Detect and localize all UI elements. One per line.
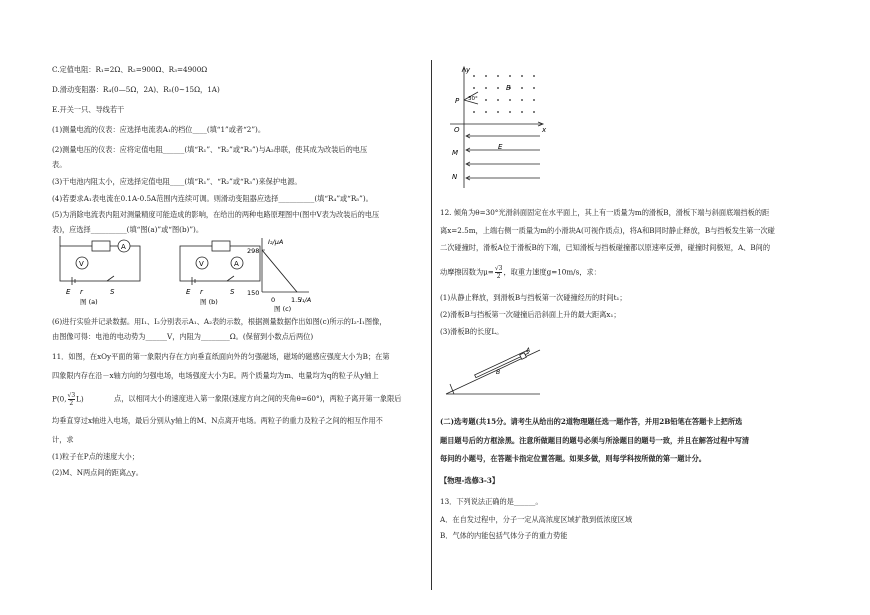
text-line: (4)若要求A₁表电流在0.1A-0.5A范围内连续可调。则滑动变阻器应选择__________(填“R₄”或“R₅”)。 xyxy=(52,194,373,203)
text-line: (2)M、N两点间的距离△y。 xyxy=(52,468,143,477)
field-figure xyxy=(440,60,560,195)
label-b: B xyxy=(496,369,501,376)
text-line: 计，求 xyxy=(52,435,74,444)
mu-expression xyxy=(440,265,601,280)
graph-y-top: 298 xyxy=(247,247,260,255)
label-p: P xyxy=(455,97,460,105)
text-line: 点，以相同大小的速度进入第一象限(速度方向之间的夹角θ=60°)，两粒子离开第一象限后 xyxy=(114,394,402,403)
mu-suffix: ，取重力速度g=10m/s，求： xyxy=(503,267,601,277)
text-line: A．在自发过程中，分子一定从高浓度区域扩散到低浓度区域 xyxy=(440,515,633,524)
magnetic-field-dots xyxy=(473,75,535,113)
text-line: (1)从静止释放，到滑板B与挡板第一次碰撞经历的时间t₁； xyxy=(440,293,627,302)
label-y: y xyxy=(466,66,471,74)
text-line: 二次碰撞时，滑板A位于滑板B的下端，已知滑板与挡板碰撞都以原速率反弹，碰撞时间极短，A、B间的 xyxy=(440,243,771,252)
text-line: 均垂直穿过x轴进入电场，最后分别从y轴上的M、N点离开电场。两粒子的重力及粒子之间的相互作用不 xyxy=(52,416,383,425)
text-line: (3)干电池内阻太小，应选择定值电阻____(填“R₁”、“R₂”或“R₃”)来保护电源。 xyxy=(52,177,302,186)
label-angle: 30° xyxy=(468,96,478,102)
graph-y-bottom: 150 xyxy=(247,289,260,297)
incline-figure xyxy=(440,342,550,402)
meter-a-label: A xyxy=(234,260,239,268)
graph-line xyxy=(262,250,297,292)
electric-field-lines xyxy=(466,134,540,180)
text-line: (5)为消除电流表内阻对测量精度可能造成的影响，在给出的两种电路原理图中(图中V表为改装后的电压 xyxy=(52,210,380,219)
label-r: r xyxy=(80,288,83,296)
text-line: (1)粒子在P点的速度大小； xyxy=(52,452,139,461)
label-s: S xyxy=(110,288,115,296)
graph-x-end: 1.5 xyxy=(291,296,302,304)
point-p-tail: L) xyxy=(76,394,84,404)
label-e: E xyxy=(498,143,503,151)
fraction-den: 2 xyxy=(496,273,501,280)
elective-title: 【物理-选修3-3】 xyxy=(440,476,500,485)
label-o: O xyxy=(454,126,460,134)
circuit-figures xyxy=(52,236,312,313)
label-b: B xyxy=(506,84,511,92)
text-line: D.滑动变阻器：R₄(0—5Ω，2A)、R₅(0~15Ω，1A) xyxy=(52,85,220,94)
column-divider xyxy=(431,60,432,590)
caption-a: 图 (a) xyxy=(80,298,98,306)
text-line: B．气体的内能包括气体分子的重力势能 xyxy=(440,531,568,540)
label-e: E xyxy=(66,288,71,296)
fraction-den: 2 xyxy=(69,400,74,407)
text-line: (6)进行实验并记录数据。用I₁、I₂分别表示A₁、A₂表的示数，根据测量数据作出如图(c)所示的I₂-I₁图像， xyxy=(52,317,387,326)
text-line: 由图像可得：电池的电动势为______V，内阻为________Ω。(保留到小数点后两位) xyxy=(52,332,314,341)
text-line: E.开关一只、导线若干 xyxy=(52,105,125,114)
meter-v-label: V xyxy=(199,260,204,268)
caption-b: 图 (b) xyxy=(200,298,218,306)
text-line: 每问的小题号，在答题卡指定位置答题。如果多做，则每学科按所做的第一题计分。 xyxy=(440,454,706,463)
label-m: M xyxy=(452,149,459,157)
label-s: S xyxy=(230,288,235,296)
caption-c: 图 (c) xyxy=(274,305,292,313)
text-line: (二)选考题(共15分。请考生从给出的2道物理题任选一题作答，并用2B铅笔在答题卡上把所选 xyxy=(440,417,743,426)
label-a: A xyxy=(526,347,531,354)
fraction-num: √3 xyxy=(67,392,76,399)
graph-x-origin: 0 xyxy=(271,296,276,304)
graph-ylabel: I₂/μA xyxy=(268,238,284,246)
graph-xlabel: I₁/A xyxy=(300,296,312,304)
label-r: r xyxy=(200,288,203,296)
text-line: (2)滑板B与挡板第一次碰撞后沿斜面上升的最大距离x₁； xyxy=(440,310,621,319)
text-line: 表。 xyxy=(52,160,67,169)
label-n: N xyxy=(452,173,458,181)
text-line: 题目题号后的方框涂黑。注意所做题目的题号必须与所涂题目的题号一致，并且在解答过程中写清 xyxy=(440,436,750,445)
text-line: 11．如图，在xOy平面的第一象限内存在方向垂直纸面向外的匀强磁场，磁场的磁感应强度大小为B；在第 xyxy=(52,352,390,361)
text-line: (3)滑板B的长度L。 xyxy=(440,327,504,336)
text-line: 表)，应选择__________(填“图(a)”或“图(b)”)。 xyxy=(52,225,204,234)
stop-board xyxy=(450,384,454,394)
point-p-expression xyxy=(52,392,84,407)
text-line: (1)测量电流的仪表：应选择电流表A₁的档位____(填“1”或者“2”)。 xyxy=(52,125,266,134)
text-line: C.定值电阻：R₁=2Ω、R₂=900Ω、R₃=4900Ω xyxy=(52,65,208,74)
meter-v-label: V xyxy=(79,260,84,268)
fraction-num: √3 xyxy=(494,265,503,272)
label-x: x xyxy=(542,126,547,134)
resistor xyxy=(92,241,110,251)
text-line: 12. 倾角为θ=30°光滑斜面固定在水平面上，其上有一质量为m的滑板B，滑板下端与斜面底端挡板的距 xyxy=(440,208,770,217)
text-line: (2)测量电压的仪表：应将定值电阻______(填“R₁”、“R₂”或“R₃”)与A₂串联，使其成为改装后的电压 xyxy=(52,145,368,154)
graph-c xyxy=(247,238,311,313)
label-e: E xyxy=(186,288,191,296)
mu-prefix: 动摩擦因数为μ= xyxy=(440,267,494,277)
text-line: 四象限内存在沿－x轴方向的匀强电场，电场强度大小为E。两个质量均为m、电量均为q的粒子从y轴上 xyxy=(52,371,379,380)
resistor xyxy=(212,241,230,251)
meter-a-label: A xyxy=(121,243,126,251)
text-line: 离x=2.5m，上端右侧一质量为m的小滑块A(可视作质点)，将A和B同时静止释放，B与挡板发生第一次碰 xyxy=(440,226,775,235)
point-p-prefix: P(0, xyxy=(52,394,67,404)
text-line: 13．下列说法正确的是______。 xyxy=(440,497,543,506)
